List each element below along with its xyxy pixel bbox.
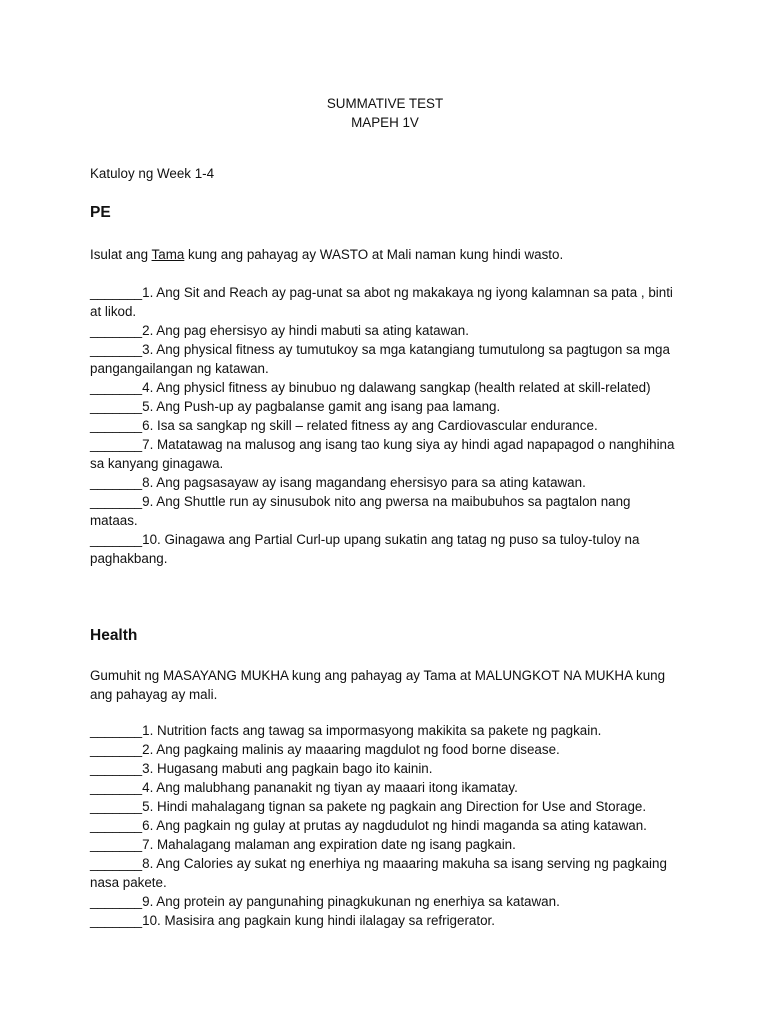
health-item: _______5. Hindi mahalagang tignan sa pakete ng pagkain ang Direction for Use and Storage. <box>90 799 647 814</box>
pe-item: _______7. Matatawag na malusog ang isang tao kung siya ay hindi agad napapagod o nanghihina sa kanyang ginagawa. <box>90 437 675 471</box>
pe-instruction-pre: Isulat ang <box>90 247 152 262</box>
health-item: _______10. Masisira ang pagkain kung hindi ilalagay sa refrigerator. <box>90 913 495 928</box>
health-item: _______3. Hugasang mabuti ang pagkain bago ito kainin. <box>90 761 433 776</box>
pe-item: _______6. Isa sa sangkap ng skill – related fitness ay ang Cardiovascular endurance. <box>90 418 598 433</box>
pe-item: _______5. Ang Push-up ay pagbalanse gamit ang isang paa lamang. <box>90 399 501 414</box>
pe-heading: PE <box>90 204 111 221</box>
health-instruction: Gumuhit ng MASAYANG MUKHA kung ang pahayag ay Tama at MALUNGKOT NA MUKHA kung ang pahayag ay mali. <box>90 668 666 702</box>
pe-item: _______3. Ang physical fitness ay tumutukoy sa mga katangiang tumutulong sa pagtugon sa mga pangangailangan ng katawan. <box>90 342 670 376</box>
pe-instruction <box>90 245 680 264</box>
pe-item: _______1. Ang Sit and Reach ay pag-unat sa abot ng makakaya ng iyong kalamnan sa pata , binti at likod. <box>90 285 673 319</box>
pe-item: _______8. Ang pagsasayaw ay isang magandang ehersisyo para sa ating katawan. <box>90 475 586 490</box>
pe-item: _______2. Ang pag ehersisyo ay hindi mabuti sa ating katawan. <box>90 323 469 338</box>
health-item-list <box>90 721 680 930</box>
document-title <box>90 94 680 132</box>
title-line-1: SUMMATIVE TEST <box>326 96 444 111</box>
health-item: _______2. Ang pagkaing malinis ay maaaring magdulot ng food borne disease. <box>90 742 560 757</box>
document-page <box>90 94 680 930</box>
health-item: _______7. Mahalagang malaman ang expiration date ng isang pagkain. <box>90 837 516 852</box>
pe-item: _______9. Ang Shuttle run ay sinusubok nito ang pwersa na maibubuhos sa pagtalon nang mataas. <box>90 494 631 528</box>
subtitle: Katuloy ng Week 1-4 <box>90 166 215 181</box>
health-item: _______1. Nutrition facts ang tawag sa impormasyong makikita sa pakete ng pagkain. <box>90 723 602 738</box>
health-item: _______4. Ang malubhang pananakit ng tiyan ay maaari itong ikamatay. <box>90 780 518 795</box>
pe-item: _______10. Ginagawa ang Partial Curl-up upang sukatin ang tatag ng puso sa tuloy-tuloy na paghakbang. <box>90 532 640 566</box>
health-item: _______6. Ang pagkain ng gulay at prutas ay nagdudulot ng hindi maganda sa ating katawan. <box>90 818 647 833</box>
pe-item-list <box>90 283 680 568</box>
health-item: _______8. Ang Calories ay sukat ng enerhiya ng maaaring makuha sa isang serving ng pagkaing nasa pakete. <box>90 856 667 890</box>
health-item: _______9. Ang protein ay pangunahing pinagkukunan ng enerhiya sa katawan. <box>90 894 560 909</box>
pe-instruction-post: kung ang pahayag ay WASTO at Mali naman kung hindi wasto. <box>184 247 564 262</box>
health-heading: Health <box>90 627 138 644</box>
pe-item: _______4. Ang physicl fitness ay binubuo ng dalawang sangkap (health related at skill-related) <box>90 380 651 395</box>
title-line-2: MAPEH 1V <box>351 115 419 130</box>
pe-instruction-underlined: Tama <box>151 247 185 262</box>
